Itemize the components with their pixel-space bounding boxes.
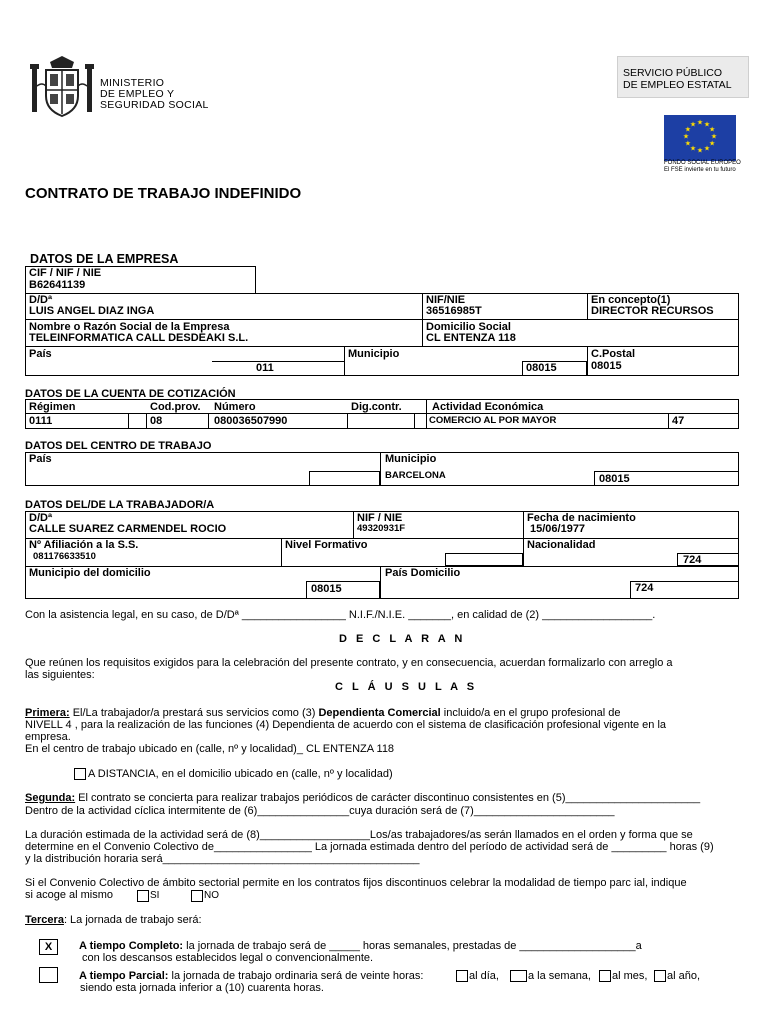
parcial-checkbox[interactable] bbox=[39, 967, 58, 983]
centro-heading: DATOS DEL CENTRO DE TRABAJO bbox=[25, 440, 212, 452]
completo-text: la jornada de trabajo será de _____ horas semanales, prestadas de ___________________a bbox=[183, 940, 642, 952]
eu-caption-line-2: El FSE invierte en tu futuro bbox=[664, 167, 736, 173]
sepe-box bbox=[617, 56, 749, 98]
trabajador-heading: DATOS DEL/DE LA TRABAJADOR/A bbox=[25, 499, 215, 511]
ministry-line-1: MINISTERIO bbox=[100, 77, 165, 89]
trab-afiliacion-label: Nº Afiliación a la S.S. bbox=[29, 539, 139, 551]
municipio-label: Municipio bbox=[348, 348, 400, 360]
trab-nif-value: 49320931F bbox=[357, 523, 406, 534]
primera-line-4: En el centro de trabajo ubicado en (calle, nº y localidad)_ CL ENTENZA 118 bbox=[25, 743, 395, 755]
convenio-line-1: Si el Convenio Colectivo de ámbito sectorial permite en los contratos fijos discontinuos celebrar la modalidad de tiempo parc ial, indique bbox=[25, 877, 687, 889]
completo-line-2: con los descansos establecidos legal o convencionalmente. bbox=[82, 952, 374, 964]
parcial-semana-checkbox[interactable] bbox=[510, 970, 527, 982]
ministry-line-3: SEGURIDAD SOCIAL bbox=[100, 99, 209, 111]
convenio-line-2: si acoge al mismo bbox=[25, 889, 114, 901]
parcial-ano-label: al año, bbox=[667, 970, 701, 982]
trab-name: CALLE SUAREZ CARMENDEL ROCIO bbox=[29, 523, 227, 535]
eu-flag-icon bbox=[664, 115, 736, 161]
segunda-text: El contrato se concierta para realizar trabajos periódicos de carácter discontinuo consistentes en (5)______________________ bbox=[75, 792, 701, 804]
coat-of-arms-logo bbox=[28, 56, 96, 120]
reunen-line-1: Que reúnen los requisitos exigidos para la celebración del presente contrato, y en consecuencia, acuerdan formalizarlo con arreglo a bbox=[25, 657, 673, 669]
trab-nacionalidad-label: Nacionalidad bbox=[527, 539, 596, 551]
centro-municipio-label: Municipio bbox=[385, 453, 437, 465]
cpostal-value: 08015 bbox=[591, 360, 622, 372]
cotizacion-heading: DATOS DE LA CUENTA DE COTIZACIÓN bbox=[25, 388, 236, 400]
eu-star-icon: ★ bbox=[710, 132, 718, 141]
asistencia-line: Con la asistencia legal, en su caso, de D/Dª _________________ N.I.F./N.I.E. _______, en calidad de (2) __________________. bbox=[25, 609, 656, 621]
parcial-ano-checkbox[interactable] bbox=[654, 970, 666, 982]
razon-label: Nombre o Razón Social de la Empresa bbox=[29, 321, 230, 333]
regimen-value: 0111 bbox=[29, 415, 53, 427]
empresa-heading: DATOS DE LA EMPRESA bbox=[30, 252, 179, 266]
eu-star-icon: ★ bbox=[682, 132, 690, 141]
duracion-line-1: La duración estimada de la actividad será de (8)__________________Los/as trabajadores/as serán llamados en el orden y forma que se bbox=[25, 829, 693, 841]
reunen-line-2: las siguientes: bbox=[25, 669, 95, 681]
trab-dd-label: D/Dª bbox=[29, 512, 53, 524]
actividad-code: 47 bbox=[672, 415, 685, 427]
completo-checkbox[interactable]: X bbox=[39, 939, 58, 955]
duracion-line-2: determine en el Convenio Colectivo de________________ La jornada estimada dentro del período de actividad será de _________ horas (9) bbox=[25, 841, 714, 853]
trab-municipio-label: Municipio del domicilio bbox=[29, 567, 151, 579]
primera-job: Dependienta Comercial bbox=[318, 707, 441, 719]
numero-value: 080036507990 bbox=[214, 415, 288, 427]
primera-text-c: incluido/a en el grupo profesional de bbox=[440, 707, 621, 719]
completo-title: A tiempo Completo: bbox=[79, 940, 184, 952]
numero-label: Número bbox=[214, 401, 256, 413]
no-checkbox[interactable] bbox=[191, 890, 203, 902]
parcial-line-2: siendo esta jornada inferior a (10) cuarenta horas. bbox=[80, 982, 324, 994]
trab-nacionalidad-code: 724 bbox=[683, 554, 702, 566]
concepto-value: DIRECTOR RECURSOS bbox=[591, 305, 714, 317]
centro-pais-label: País bbox=[29, 453, 52, 465]
razon-value: TELEINFORMATICA CALL DESDEAKI S.L. bbox=[29, 332, 249, 344]
segunda-label: Segunda: bbox=[25, 792, 76, 804]
parcial-mes-label: al mes, bbox=[612, 970, 648, 982]
trab-nivel-label: Nivel Formativo bbox=[285, 539, 368, 551]
eu-star-icon: ★ bbox=[689, 120, 697, 129]
parcial-text: la jornada de trabajo ordinaria será de veinte horas: bbox=[168, 970, 424, 982]
si-checkbox[interactable] bbox=[137, 890, 149, 902]
parcial-line-1 bbox=[79, 970, 423, 982]
pais-code: 011 bbox=[256, 362, 274, 374]
distancia-checkbox[interactable] bbox=[74, 768, 86, 780]
distancia-label: A DISTANCIA, en el domicilio ubicado en (calle, nº y localidad) bbox=[88, 768, 393, 780]
eu-star-icon: ★ bbox=[684, 139, 692, 148]
concepto-label: En concepto(1) bbox=[591, 294, 671, 306]
trab-afiliacion-value: 081176633510 bbox=[33, 551, 96, 562]
parcial-dia-checkbox[interactable] bbox=[456, 970, 468, 982]
trab-pais-dom-code: 724 bbox=[635, 582, 654, 594]
parcial-mes-checkbox[interactable] bbox=[599, 970, 611, 982]
centro-municipio-code: 08015 bbox=[599, 473, 630, 485]
primera-label: Primera: bbox=[25, 707, 70, 719]
document-title: CONTRATO DE TRABAJO INDEFINIDO bbox=[25, 185, 302, 202]
eu-star-icon: ★ bbox=[696, 118, 704, 127]
dd-label: D/Dª bbox=[29, 294, 53, 306]
ministry-line-2: DE EMPLEO Y bbox=[100, 88, 175, 100]
nif-label: NIF/NIE bbox=[426, 294, 466, 306]
trab-nif-label: NIF / NIE bbox=[357, 512, 403, 524]
segunda-line-1 bbox=[25, 792, 700, 804]
eu-star-icon: ★ bbox=[703, 120, 711, 129]
primera-line-2: NIVELL 4 , para la realización de las funciones (4) Dependienta de acuerdo con el sistema de clasificación profesional vigente en la bbox=[25, 719, 667, 731]
ministry-name bbox=[100, 78, 209, 111]
eu-star-icon: ★ bbox=[689, 144, 697, 153]
parcial-dia-label: al día, bbox=[469, 970, 499, 982]
declaran-heading: D E C L A R A N bbox=[339, 633, 466, 645]
clausulas-heading: C L Á U S U L A S bbox=[335, 681, 478, 693]
regimen-label: Régimen bbox=[29, 401, 76, 413]
primera-line-3: empresa. bbox=[25, 731, 71, 743]
dd-name: LUIS ANGEL DIAZ INGA bbox=[29, 305, 155, 317]
parcial-semana-label: a la semana, bbox=[528, 970, 591, 982]
primera-text-a: El/La trabajador/a prestará sus servicios como (3) bbox=[69, 707, 319, 719]
actividad-label: Actividad Económica bbox=[432, 401, 544, 413]
cif-value: B62641139 bbox=[29, 279, 86, 291]
cif-label: CIF / NIF / NIE bbox=[29, 267, 102, 279]
trab-pais-dom-label: País Domicilio bbox=[385, 567, 461, 579]
trab-municipio-code: 08015 bbox=[311, 583, 342, 595]
trab-fecha-value: 15/06/1977 bbox=[530, 523, 586, 535]
tercera-label: Tercera bbox=[25, 914, 64, 926]
eu-caption bbox=[664, 160, 741, 174]
eu-star-icon: ★ bbox=[708, 125, 716, 134]
eu-star-icon: ★ bbox=[708, 139, 716, 148]
tercera-text: : La jornada de trabajo será: bbox=[63, 914, 202, 926]
sepe-line-2: DE EMPLEO ESTATAL bbox=[623, 79, 732, 91]
trab-fecha-label: Fecha de nacimiento bbox=[527, 512, 636, 524]
eu-star-icon: ★ bbox=[703, 144, 711, 153]
municipio-code: 08015 bbox=[526, 362, 557, 374]
primera-line-1 bbox=[25, 707, 621, 719]
si-label: SI bbox=[150, 890, 160, 901]
duracion-line-3: y la distribución horaria será__________________________________________ bbox=[25, 853, 420, 865]
eu-star-icon: ★ bbox=[684, 125, 692, 134]
domicilio-value: CL ENTENZA 118 bbox=[426, 332, 516, 344]
nif-value: 36516985T bbox=[426, 305, 482, 317]
eu-star-icon: ★ bbox=[696, 146, 704, 155]
domicilio-label: Domicilio Social bbox=[426, 321, 511, 333]
tercera-line bbox=[25, 914, 202, 926]
eu-caption-line-1: FONDO SOCIAL EUROPEO bbox=[664, 160, 741, 166]
pais-label: País bbox=[29, 348, 52, 360]
parcial-title: A tiempo Parcial: bbox=[79, 970, 169, 982]
completo-line-1 bbox=[79, 940, 642, 952]
segunda-line-2: Dentro de la actividad cíclica intermitente de (6)_______________cuya duración será de (7)_______________________ bbox=[25, 805, 615, 817]
cpostal-label: C.Postal bbox=[591, 348, 636, 360]
actividad-value: COMERCIO AL POR MAYOR bbox=[429, 415, 557, 426]
digcontr-label: Dig.contr. bbox=[351, 401, 402, 413]
sepe-line-1: SERVICIO PÚBLICO bbox=[623, 67, 723, 79]
no-label: NO bbox=[204, 890, 219, 901]
codprov-label: Cod.prov. bbox=[150, 401, 201, 413]
codprov-value: 08 bbox=[150, 415, 163, 427]
centro-municipio-value: BARCELONA bbox=[385, 470, 446, 481]
